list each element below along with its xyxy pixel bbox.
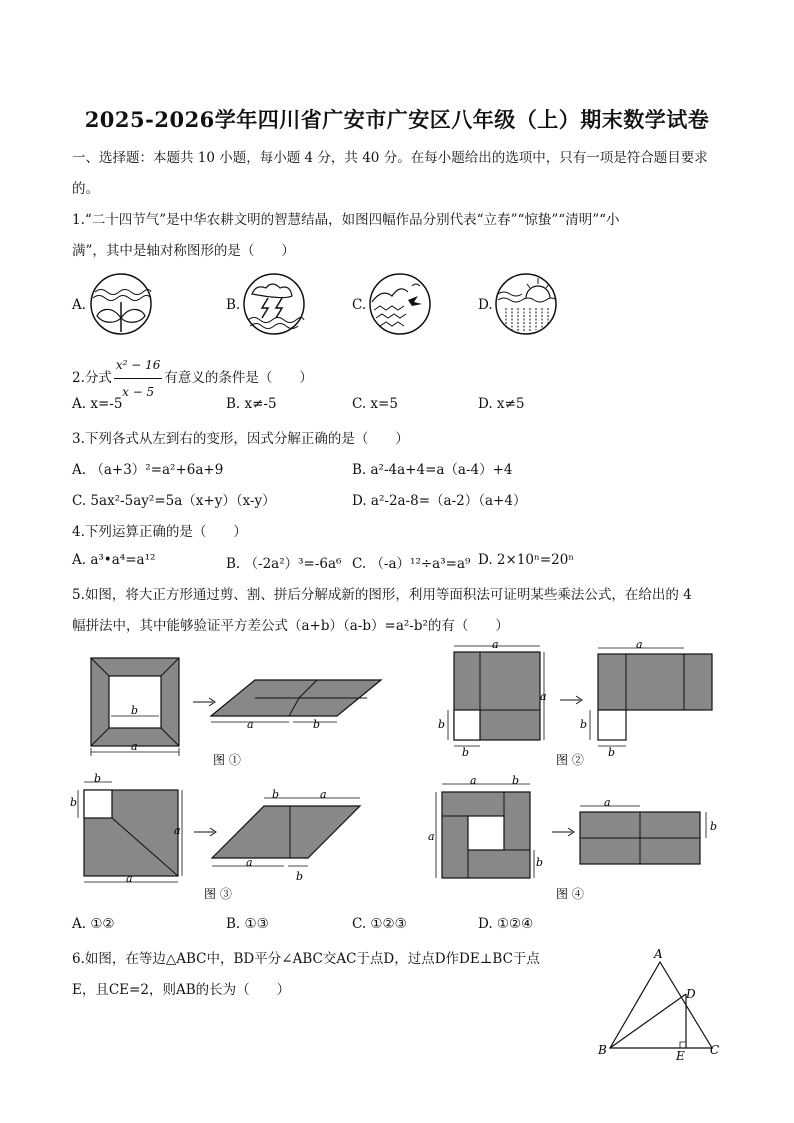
point-d-label: D bbox=[686, 987, 696, 1001]
fig4-label-a-top: a bbox=[470, 774, 477, 787]
fig3-label-a3: a bbox=[246, 856, 253, 869]
figure-1 bbox=[85, 652, 395, 768]
q2-denominator: x − 5 bbox=[122, 385, 155, 399]
q4-option-d: D. 2×10ⁿ=20ⁿ bbox=[478, 552, 575, 568]
fig2-label-b2: b bbox=[580, 718, 588, 731]
fig3-label-b2: b bbox=[272, 788, 280, 801]
fig1-label-b2: b bbox=[313, 718, 321, 731]
q1-stem-line1: 1.“二十四节气”是中华农耕文明的智慧结晶，如图四幅作品分别代表“立春”“惊蛰”“清明”“小 bbox=[72, 212, 620, 228]
fig2-label-b-left: b bbox=[438, 718, 446, 731]
figure-2-label: 图 ② bbox=[556, 753, 584, 767]
figure-3-label: 图 ③ bbox=[204, 887, 232, 901]
q2-prefix: 2.分式 bbox=[72, 370, 112, 386]
q5-option-c: C. ①②③ bbox=[352, 916, 407, 932]
section-instruction-line2: 的。 bbox=[72, 181, 99, 197]
fig3-label-b-left: b bbox=[70, 796, 78, 809]
q3-option-d: D. a²-2a-8=（a-2）（a+4） bbox=[352, 493, 527, 509]
q3-stem: 3.下列各式从左到右的变形，因式分解正确的是（ ） bbox=[72, 431, 409, 447]
fig2-label-b-bottom: b bbox=[462, 746, 470, 759]
fig2-label-a2: a bbox=[636, 640, 643, 651]
figure-4-label: 图 ④ bbox=[556, 887, 584, 901]
q5-option-b: B. ①③ bbox=[226, 916, 269, 932]
fig4-label-b2: b bbox=[710, 820, 718, 833]
section-instruction-line1: 一、选择题：本题共 10 小题，每小题 4 分，共 40 分。在每小题给出的选项中，只有一项是符合题目要求 bbox=[72, 150, 708, 166]
point-c-label: C bbox=[710, 1043, 720, 1057]
q1-stem-line2: 满”，其中是轴对称图形的是（ ） bbox=[72, 243, 295, 259]
fig4-label-b-top: b bbox=[512, 774, 520, 787]
awakening-insects-icon bbox=[242, 272, 306, 336]
q5-option-d: D. ①②④ bbox=[478, 916, 534, 932]
q4-option-b: B. （-2a²）³=-6a⁶ bbox=[226, 556, 342, 572]
fig2-label-a: a bbox=[492, 640, 499, 651]
q3-option-c: C. 5ax²-5ay²=5a（x+y）（x-y） bbox=[72, 493, 276, 509]
q4-stem: 4.下列运算正确的是（ ） bbox=[72, 524, 247, 540]
q2-suffix: 有意义的条件是（ ） bbox=[164, 370, 313, 386]
q4-option-a: A. a³•a⁴=a¹² bbox=[72, 552, 156, 568]
fig1-label-a2: a bbox=[247, 718, 254, 731]
fig3-label-a-bottom: a bbox=[126, 872, 133, 885]
page-title: 2025-2026学年四川省广安市广安区八年级（上）期末数学试卷 bbox=[84, 107, 710, 132]
figure-2 bbox=[436, 640, 726, 768]
fig3-label-b-top: b bbox=[94, 772, 102, 785]
q3-option-b: B. a²-4a+4=a（a-4）+4 bbox=[352, 462, 513, 478]
q5-stem-line1: 5.如图，将大正方形通过剪、割、拼后分解成新的图形，利用等面积法可证明某些乘法公式，在给出的 4 bbox=[72, 587, 692, 603]
fig1-label-b: b bbox=[131, 704, 139, 717]
q1-option-c-label: C. bbox=[352, 297, 367, 313]
fig3-label-a2: a bbox=[320, 788, 327, 801]
q5-option-a: A. ①② bbox=[72, 916, 115, 932]
q2-option-b: B. x≠-5 bbox=[226, 396, 277, 412]
figure-3 bbox=[70, 772, 390, 902]
spring-begins-icon bbox=[89, 272, 153, 336]
q3-option-a: A. （a+3）²=a²+6a+9 bbox=[72, 462, 224, 478]
q5-stem-line2: 幅拼法中，其中能够验证平方差公式（a+b）（a-b）=a²-b²的有（ ） bbox=[72, 618, 509, 634]
point-b-label: B bbox=[598, 1043, 607, 1057]
grain-buds-icon bbox=[494, 272, 558, 336]
q2-option-d: D. x≠5 bbox=[478, 396, 525, 412]
q1-option-a-label: A. bbox=[72, 297, 87, 313]
fig3-label-a-right: a bbox=[174, 824, 181, 837]
q1-option-b-label: B. bbox=[226, 297, 241, 313]
q2-option-c: C. x=5 bbox=[352, 396, 398, 412]
q4-option-c: C. （-a）¹²÷a³=a⁹ bbox=[352, 556, 471, 572]
figure-1-label: 图 ① bbox=[213, 753, 241, 767]
clear-bright-icon bbox=[368, 272, 432, 336]
q2-option-a: A. x=-5 bbox=[72, 396, 123, 412]
point-a-label: A bbox=[654, 947, 663, 961]
q6-stem-line2: E，且CE=2，则AB的长为（ ） bbox=[72, 982, 291, 998]
q2-numerator: x² − 16 bbox=[114, 352, 163, 379]
fig4-label-a2: a bbox=[604, 796, 611, 809]
fig1-label-a: a bbox=[131, 740, 138, 753]
q1-option-d-label: D. bbox=[478, 297, 493, 313]
fig3-label-b3: b bbox=[296, 870, 304, 883]
point-e-label: E bbox=[676, 1049, 685, 1063]
fig4-label-a-left: a bbox=[428, 830, 435, 843]
triangle-figure bbox=[594, 944, 726, 1064]
fig4-label-b-right: b bbox=[536, 856, 544, 869]
fig2-label-a-right: a bbox=[540, 690, 547, 703]
figure-4 bbox=[426, 772, 726, 902]
fig2-label-b3: b bbox=[608, 746, 616, 759]
q6-stem-line1: 6.如图，在等边△ABC中，BD平分∠ABC交AC于点D，过点D作DE⊥BC于点 bbox=[72, 951, 540, 967]
